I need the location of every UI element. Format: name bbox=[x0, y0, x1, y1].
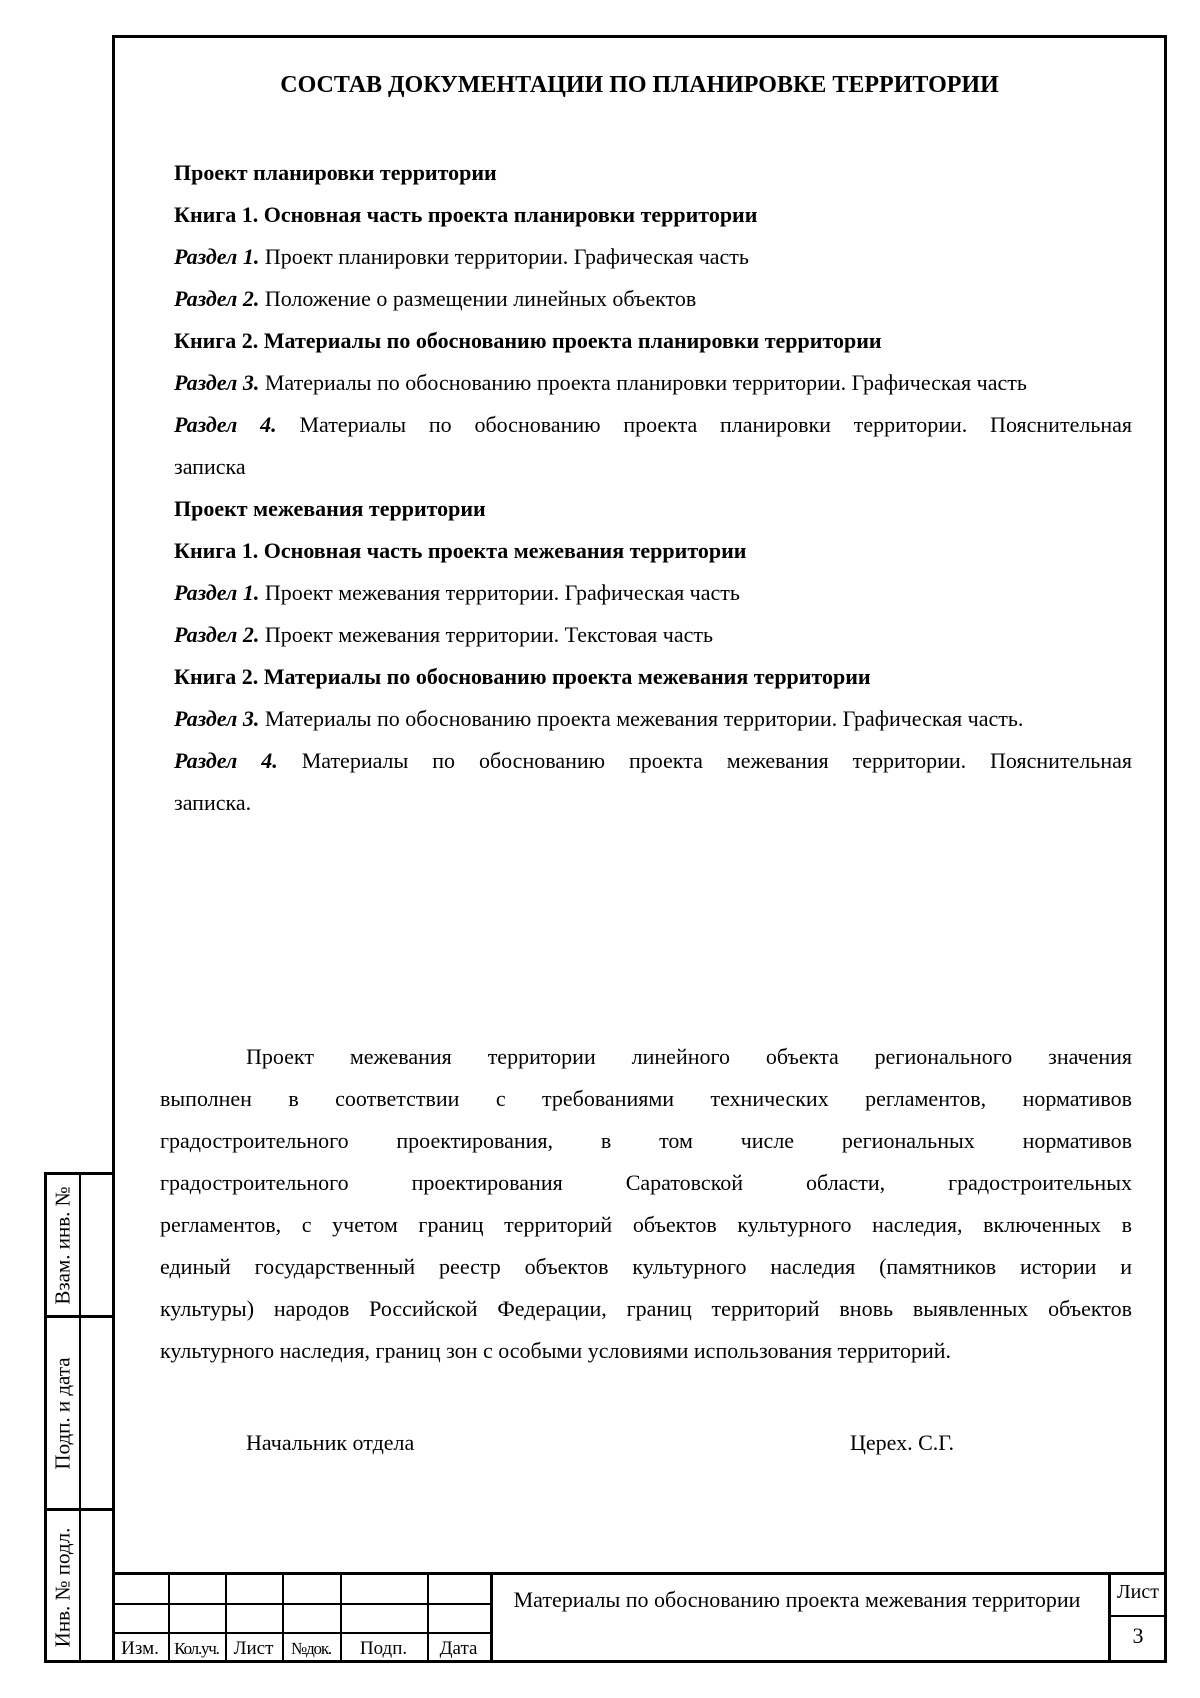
column-sheet: Лист bbox=[233, 1638, 274, 1659]
composition-list bbox=[174, 152, 1132, 824]
section-label: Раздел 2. bbox=[174, 622, 260, 647]
composition-item bbox=[174, 572, 1132, 614]
signature-name: Церех. С.Г. bbox=[850, 1430, 955, 1455]
section-text: Проект межевания территории. Графическая часть bbox=[264, 580, 740, 605]
composition-heading: Книга 2. Материалы по обоснованию проекта межевания территории bbox=[174, 664, 871, 689]
side-field-signature-date: Подп. и дата bbox=[50, 1356, 75, 1470]
composition-item bbox=[174, 278, 1132, 320]
side-stamp bbox=[44, 1172, 115, 1663]
composition-heading: Книга 1. Основная часть проекта межевания территории bbox=[174, 538, 747, 563]
section-label: Раздел 3. bbox=[174, 370, 260, 395]
section-text: Материалы по обоснованию проекта планировки территории. Пояснительная bbox=[299, 412, 1133, 437]
composition-item-continuation: записка bbox=[174, 454, 246, 479]
composition-item bbox=[174, 698, 1132, 740]
column-date: Дата bbox=[439, 1638, 478, 1659]
statement-line: градостроительного проектирования, в том числе региональных нормативов bbox=[160, 1128, 1132, 1153]
signature-position: Начальник отдела bbox=[246, 1430, 415, 1455]
composition-heading: Книга 2. Материалы по обоснованию проекта планировки территории bbox=[174, 328, 882, 353]
statement-line: выполнен в соответствии с требованиями технических регламентов, нормативов bbox=[160, 1086, 1132, 1111]
section-label: Раздел 4. bbox=[174, 748, 278, 773]
sheet-number: 3 bbox=[1132, 1623, 1144, 1648]
section-text: Положение о размещении линейных объектов bbox=[264, 286, 697, 311]
column-change: Изм. bbox=[121, 1638, 159, 1659]
title-block-divider bbox=[490, 1575, 493, 1663]
statement-line: градостроительного проектирования Саратовской области, градостроительных bbox=[160, 1170, 1132, 1195]
composition-item bbox=[174, 236, 1132, 278]
section-text: Проект планировки территории. Графическая часть bbox=[264, 244, 749, 269]
composition-heading: Проект межевания территории bbox=[174, 496, 486, 521]
composition-item bbox=[174, 614, 1132, 656]
composition-heading: Книга 1. Основная часть проекта планировки территории bbox=[174, 202, 758, 227]
title-block-divider bbox=[1108, 1575, 1111, 1663]
section-label: Раздел 1. bbox=[174, 244, 260, 269]
column-signature: Подп. bbox=[359, 1638, 408, 1659]
statement-line: регламентов, с учетом границ территорий объектов культурного наследия, включенных в bbox=[160, 1212, 1132, 1237]
statement-paragraph bbox=[160, 1036, 1132, 1372]
sheet-label: Лист bbox=[1117, 1581, 1159, 1603]
section-label: Раздел 4. bbox=[174, 412, 277, 437]
side-field-replacement-inv: Взам. инв. № bbox=[50, 1185, 75, 1305]
column-doc-number: №док. bbox=[291, 1639, 331, 1658]
section-label: Раздел 3. bbox=[174, 706, 260, 731]
side-stamp-divider bbox=[79, 1175, 81, 1660]
title-block-description: Материалы по обоснованию проекта межевания территории bbox=[513, 1587, 1081, 1612]
statement-line: Проект межевания территории линейного объекта регионального значения bbox=[246, 1044, 1132, 1069]
side-field-original-inv: Инв. № подл. bbox=[50, 1527, 75, 1647]
section-text: Материалы по обоснованию проекта межевания территории. Графическая часть. bbox=[264, 706, 1024, 731]
column-item-count: Кол.уч. bbox=[174, 1639, 219, 1658]
document-title: СОСТАВ ДОКУМЕНТАЦИИ ПО ПЛАНИРОВКЕ ТЕРРИТОРИИ bbox=[280, 72, 999, 98]
section-label: Раздел 1. bbox=[174, 580, 260, 605]
section-text: Проект межевания территории. Текстовая часть bbox=[264, 622, 713, 647]
statement-line: единый государственный реестр объектов культурного наследия (памятников истории и bbox=[160, 1254, 1132, 1279]
composition-item bbox=[174, 404, 1132, 446]
composition-item bbox=[174, 740, 1132, 782]
section-label: Раздел 2. bbox=[174, 286, 260, 311]
title-block-rule bbox=[1110, 1615, 1167, 1617]
title-block bbox=[112, 1572, 1167, 1663]
section-text: Материалы по обоснованию проекта межевания территории. Пояснительная bbox=[301, 748, 1132, 773]
statement-line: культурного наследия, границ зон с особыми условиями использования территорий. bbox=[160, 1338, 952, 1363]
section-text: Материалы по обоснованию проекта планировки территории. Графическая часть bbox=[264, 370, 1027, 395]
composition-heading: Проект планировки территории bbox=[174, 160, 497, 185]
composition-item bbox=[174, 362, 1132, 404]
composition-item-continuation: записка. bbox=[174, 790, 252, 815]
statement-line: культуры) народов Российской Федерации, границ территорий вновь выявленных объектов bbox=[160, 1296, 1132, 1321]
